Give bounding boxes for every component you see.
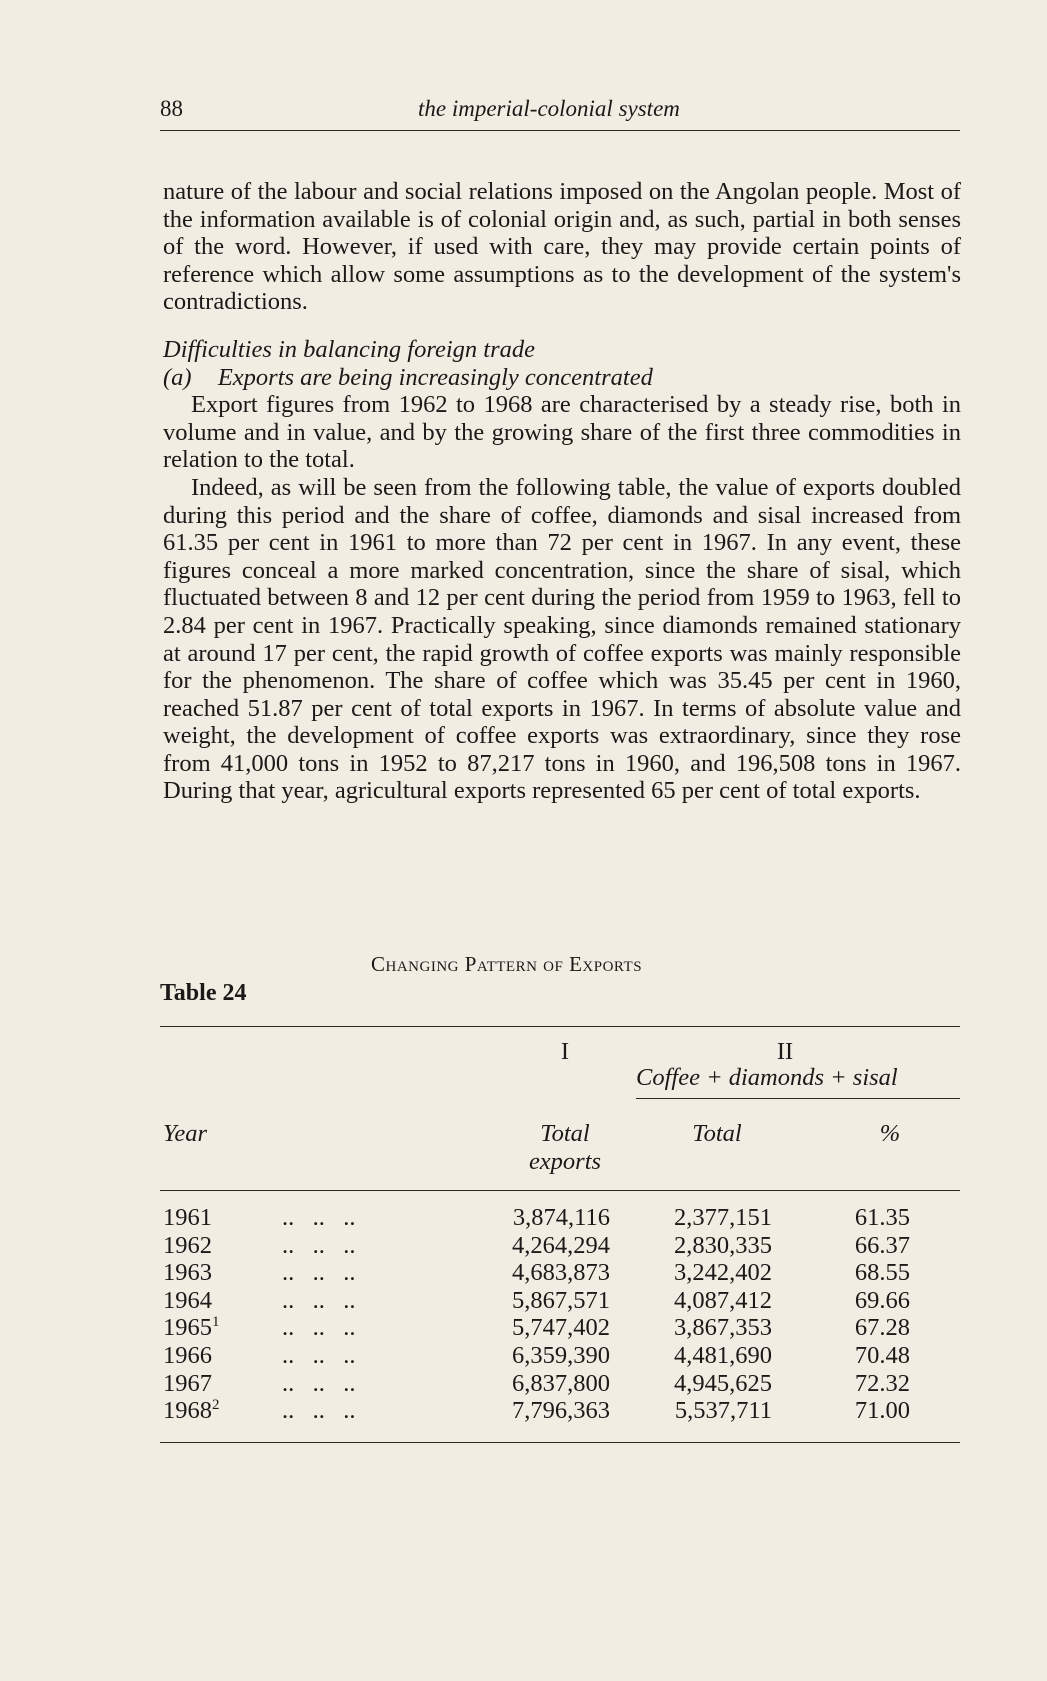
table-row-leaders: .. .. ..: [282, 1314, 356, 1342]
table-row-percent: 66.37: [854, 1231, 910, 1259]
table-row-total-exports: 7,796,363: [512, 1397, 610, 1425]
table-row-percent: 61.35: [854, 1204, 910, 1231]
group-II-rule: [636, 1098, 960, 1099]
running-title: the imperial-colonial system: [418, 96, 680, 121]
table-row-percent: 69.66: [854, 1286, 910, 1314]
table-row-year: [163, 1370, 212, 1398]
footnote-marker: 1: [212, 1314, 220, 1331]
year-value: 1966: [163, 1342, 212, 1369]
group-header-II: II: [776, 1038, 794, 1065]
year-value: 1963: [163, 1259, 212, 1287]
year-value: 1961: [163, 1204, 212, 1231]
table-row-total-exports: 6,837,800: [512, 1369, 610, 1397]
year-value: 1962: [163, 1231, 212, 1259]
table-row-year: [163, 1259, 212, 1287]
group-header-II-label: Coffee + diamonds + sisal: [636, 1064, 898, 1091]
table-row-total: 4,087,412: [674, 1286, 772, 1314]
table-row-percent: 71.00: [854, 1397, 910, 1425]
table-row-percent: 70.48: [854, 1342, 910, 1369]
year-value: 1967: [163, 1369, 212, 1397]
table-row-leaders: .. .. ..: [282, 1204, 356, 1231]
table-top-rule: [160, 1026, 960, 1027]
table-row-leaders: .. .. ..: [282, 1369, 356, 1397]
subsection-title: Exports are being increasingly concentrated: [217, 363, 653, 391]
table-row-year: [163, 1314, 220, 1342]
table-bottom-rule: [160, 1442, 960, 1443]
column-header-total-exports-line2: exports: [528, 1148, 602, 1175]
table-row-total: 3,867,353: [674, 1314, 772, 1342]
table-row-total: 5,537,711: [674, 1397, 772, 1425]
year-value: 1965: [163, 1314, 212, 1342]
table-row-year: [163, 1287, 212, 1315]
table-row-year: [163, 1204, 212, 1232]
body-text: [163, 178, 961, 805]
table-title: Changing Pattern of Exports: [371, 952, 643, 976]
table-row-percent: 67.28: [854, 1314, 910, 1342]
table-row-total-exports: 4,683,873: [512, 1259, 610, 1287]
column-header-total-exports: Total: [540, 1120, 590, 1147]
table-row-leaders: .. .. ..: [282, 1397, 356, 1425]
year-value: 1968: [163, 1397, 212, 1425]
table-number: Table 24: [160, 980, 247, 1006]
footnote-marker: 2: [212, 1397, 220, 1414]
column-header-percent: %: [879, 1120, 901, 1147]
table-row-percent: 68.55: [854, 1259, 910, 1287]
table-row-total-exports: 6,359,390: [512, 1342, 610, 1369]
table-row-total-exports: 4,264,294: [512, 1231, 610, 1259]
column-header-year: Year: [163, 1120, 208, 1147]
subsection-label: (a): [163, 363, 192, 391]
table-row-year: [163, 1232, 212, 1260]
table-row-total: 2,830,335: [674, 1231, 772, 1259]
table-row-leaders: .. .. ..: [282, 1259, 356, 1287]
paragraph: Indeed, as will be seen from the following table, the value of exports doubled during this period and the share of coffee, diamonds and sisal increased from 61.35 per cent in 1961 to more than 72 per cent in 1967. In any event, these figures conceal a more marked concentration, since the share of sisal, which fluctuated between 8 and 12 per cent during the period from 1959 to 1963, fell to 2.84 per cent in 1967. Practically speaking, since diamonds remained stationary at around 17 per cent, the rapid growth of coffee exports was mainly responsible for the phenomenon. The share of coffee which was 35.45 per cent in 1960, reached 51.87 per cent of total exports in 1967. In terms of absolute value and weight, the development of coffee exports was extraordinary, since they rose from 41,000 tons in 1952 to 87,217 tons in 1960, and 196,508 tons in 1967. During that year, agricultural exports represented 65 per cent of total exports.: [163, 473, 961, 805]
table-row-year: [163, 1342, 212, 1370]
paragraph: Export figures from 1962 to 1968 are characterised by a steady rise, both in volume and in value, and by the growing share of the first three commodities in relation to the total.: [163, 391, 961, 474]
table-row-total-exports: 5,867,571: [512, 1286, 610, 1314]
subsection-heading: [163, 364, 961, 392]
table-row-total: 3,242,402: [674, 1259, 772, 1287]
header-bottom-rule: [160, 1190, 960, 1191]
table-row-year: [163, 1397, 220, 1425]
table-row-leaders: .. .. ..: [282, 1286, 356, 1314]
group-header-I: I: [560, 1038, 570, 1065]
column-header-total: Total: [692, 1120, 742, 1147]
table-row-total: 2,377,151: [674, 1204, 772, 1231]
paragraph: nature of the labour and social relations imposed on the Angolan people. Most of the information available is of colonial origin and, as such, partial in both senses of the word. However, if used with care, they may provide certain points of reference which allow some assumptions as to the development of the system's contradictions.: [163, 178, 961, 316]
table-row-total: 4,945,625: [674, 1369, 772, 1397]
table-row-leaders: .. .. ..: [282, 1342, 356, 1369]
section-heading: Difficulties in balancing foreign trade: [163, 335, 535, 363]
table-row-total-exports: 5,747,402: [512, 1314, 610, 1342]
running-header: [160, 96, 960, 131]
table-row-percent: 72.32: [854, 1369, 910, 1397]
table-row-total: 4,481,690: [674, 1342, 772, 1369]
page-number: 88: [160, 96, 183, 121]
table-row-total-exports: 3,874,116: [512, 1204, 610, 1231]
table-row-leaders: .. .. ..: [282, 1231, 356, 1259]
year-value: 1964: [163, 1286, 212, 1314]
